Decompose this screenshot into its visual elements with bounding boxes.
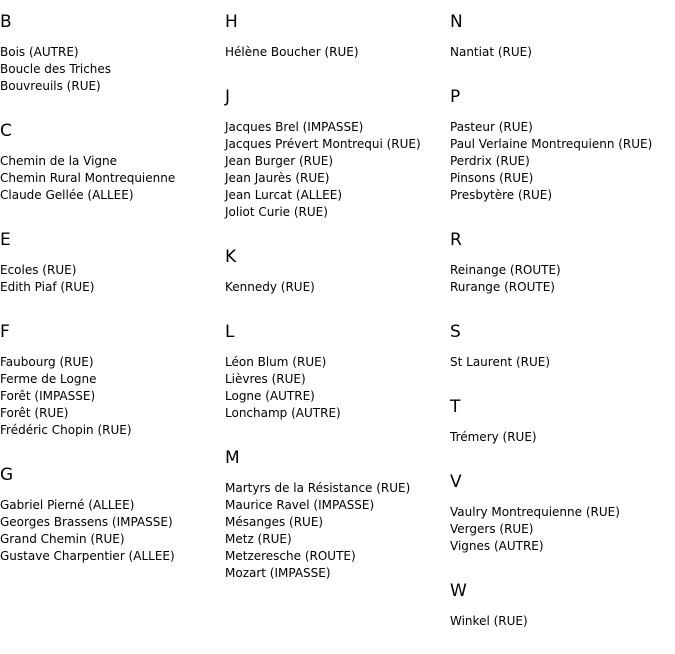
letter-group <box>225 10 447 61</box>
letter-group <box>225 85 447 221</box>
letter-heading: M <box>225 448 240 468</box>
street-link[interactable]: Chemin de la Vigne <box>0 154 118 168</box>
street-link[interactable]: Hélène Boucher (RUE) <box>225 45 359 59</box>
letter-heading: C <box>0 121 12 141</box>
index-column-1 <box>0 10 222 589</box>
street-link[interactable]: Gustave Charpentier (ALLEE) <box>0 549 175 563</box>
street-link[interactable]: Georges Brassens (IMPASSE) <box>0 515 173 529</box>
letter-heading: L <box>225 322 235 342</box>
letter-heading: G <box>0 465 14 485</box>
letter-group <box>0 10 222 95</box>
letter-heading: E <box>0 230 11 250</box>
letter-heading: W <box>450 581 467 601</box>
letter-heading: T <box>450 397 461 417</box>
letter-group <box>450 228 675 296</box>
letter-group <box>0 228 222 296</box>
street-link[interactable]: St Laurent (RUE) <box>450 355 551 369</box>
letter-group <box>450 85 675 204</box>
street-link[interactable]: Jean Lurcat (ALLEE) <box>225 188 343 202</box>
letter-group <box>0 320 222 439</box>
letter-group <box>225 320 447 422</box>
street-link[interactable]: Grand Chemin (RUE) <box>0 532 125 546</box>
letter-heading: V <box>450 472 462 492</box>
letter-heading: P <box>450 87 461 107</box>
street-link[interactable]: Vergers (RUE) <box>450 522 534 536</box>
letter-heading: H <box>225 12 238 32</box>
index-column-3 <box>450 10 675 654</box>
street-link[interactable]: Mozart (IMPASSE) <box>225 566 331 580</box>
letter-heading: R <box>450 230 462 250</box>
street-link[interactable]: Vaulry Montrequienne (RUE) <box>450 505 620 519</box>
letter-heading: K <box>225 247 237 267</box>
letter-group <box>225 446 447 582</box>
street-link[interactable]: Trémery (RUE) <box>450 430 537 444</box>
street-link[interactable]: Jean Burger (RUE) <box>225 154 334 168</box>
letter-heading: N <box>450 12 463 32</box>
street-link[interactable]: Winkel (RUE) <box>450 614 528 628</box>
street-link[interactable]: Metzeresche (ROUTE) <box>225 549 356 563</box>
street-link[interactable]: Joliot Curie (RUE) <box>225 205 328 219</box>
street-link[interactable]: Jacques Prévert Montrequi (RUE) <box>225 137 421 151</box>
letter-heading: B <box>0 12 12 32</box>
letter-group <box>450 470 675 555</box>
street-link[interactable]: Léon Blum (RUE) <box>225 355 327 369</box>
letter-heading: J <box>225 87 231 107</box>
street-link[interactable]: Reinange (ROUTE) <box>450 263 561 277</box>
street-link[interactable]: Bouvreuils (RUE) <box>0 79 101 93</box>
street-link[interactable]: Ferme de Logne <box>0 372 97 386</box>
letter-heading: F <box>0 322 10 342</box>
street-link[interactable]: Lonchamp (AUTRE) <box>225 406 341 420</box>
street-link[interactable]: Metz (RUE) <box>225 532 292 546</box>
street-link[interactable]: Bois (AUTRE) <box>0 45 79 59</box>
street-link[interactable]: Pasteur (RUE) <box>450 120 533 134</box>
street-link[interactable]: Maurice Ravel (IMPASSE) <box>225 498 375 512</box>
street-link[interactable]: Jacques Brel (IMPASSE) <box>225 120 364 134</box>
letter-group <box>450 395 675 446</box>
street-link[interactable]: Chemin Rural Montrequienne <box>0 171 176 185</box>
letter-group <box>450 320 675 371</box>
letter-group <box>450 10 675 61</box>
street-link[interactable]: Faubourg (RUE) <box>0 355 94 369</box>
street-link[interactable]: Martyrs de la Résistance (RUE) <box>225 481 411 495</box>
letter-group <box>0 463 222 565</box>
index-column-2 <box>225 10 447 606</box>
street-link[interactable]: Kennedy (RUE) <box>225 280 315 294</box>
street-link[interactable]: Forêt (IMPASSE) <box>0 389 96 403</box>
street-link[interactable]: Vignes (AUTRE) <box>450 539 544 553</box>
letter-group <box>225 245 447 296</box>
street-link[interactable]: Nantiat (RUE) <box>450 45 532 59</box>
street-link[interactable]: Gabriel Pierné (ALLEE) <box>0 498 135 512</box>
street-link[interactable]: Perdrix (RUE) <box>450 154 530 168</box>
street-link[interactable]: Jean Jaurès (RUE) <box>225 171 330 185</box>
letter-group <box>0 119 222 204</box>
street-link[interactable]: Pinsons (RUE) <box>450 171 534 185</box>
street-link[interactable]: Presbytère (RUE) <box>450 188 553 202</box>
letter-heading: S <box>450 322 461 342</box>
street-link[interactable]: Paul Verlaine Montrequienn (RUE) <box>450 137 653 151</box>
street-link[interactable]: Frédéric Chopin (RUE) <box>0 423 132 437</box>
letter-group <box>450 579 675 630</box>
street-link[interactable]: Lièvres (RUE) <box>225 372 306 386</box>
street-link[interactable]: Logne (AUTRE) <box>225 389 315 403</box>
street-link[interactable]: Ecoles (RUE) <box>0 263 77 277</box>
street-link[interactable]: Claude Gellée (ALLEE) <box>0 188 134 202</box>
street-link[interactable]: Mésanges (RUE) <box>225 515 324 529</box>
street-link[interactable]: Boucle des Triches <box>0 62 112 76</box>
street-link[interactable]: Forêt (RUE) <box>0 406 69 420</box>
street-link[interactable]: Rurange (ROUTE) <box>450 280 555 294</box>
street-link[interactable]: Edith Piaf (RUE) <box>0 280 95 294</box>
